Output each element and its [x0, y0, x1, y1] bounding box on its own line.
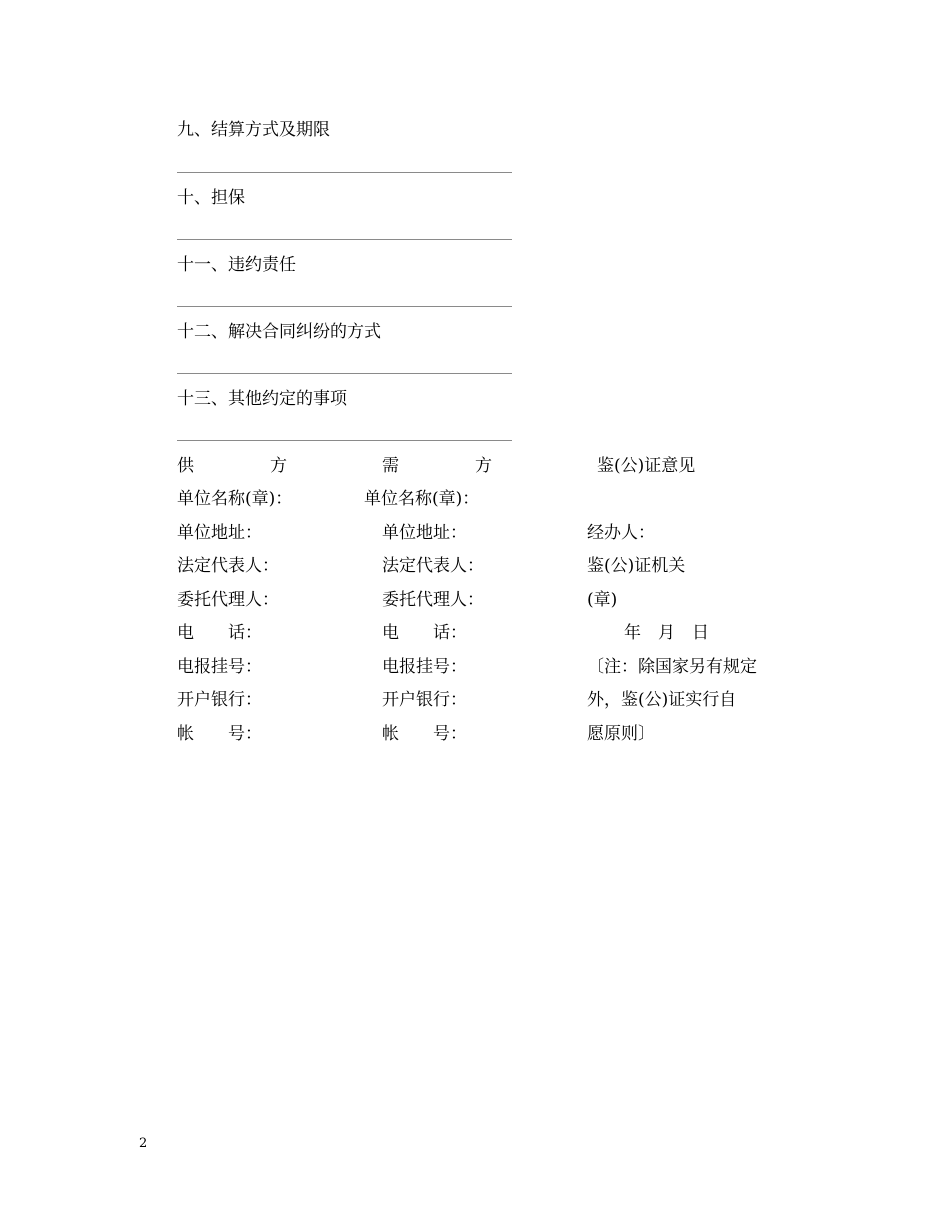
notary-handler-label: 经办人：: [587, 523, 655, 543]
buyer-company-name-label: 单位名称(章)：: [364, 489, 480, 509]
buyer-telegraph-label: 电报挂号：: [382, 657, 467, 677]
buyer-legal-rep-label: 法定代表人：: [382, 556, 484, 576]
buyer-address-label: 单位地址：: [382, 523, 467, 543]
section-heading-guarantee: 十、担保: [177, 188, 245, 208]
supplier-header-char-1: 供: [177, 456, 194, 476]
blank-line-dispute-resolution: [177, 373, 512, 374]
section-heading-other-matters: 十三、其他约定的事项: [177, 389, 347, 409]
buyer-phone-label: 电 话：: [382, 623, 467, 643]
supplier-address-label: 单位地址：: [177, 523, 262, 543]
section-heading-settlement: 九、结算方式及期限: [177, 120, 330, 140]
blank-line-other-matters: [177, 440, 512, 441]
supplier-telegraph-label: 电报挂号：: [177, 657, 262, 677]
section-heading-dispute-resolution: 十二、解决合同纠纷的方式: [177, 322, 381, 342]
notary-note-line-1: 〔注：除国家另有规定: [587, 657, 757, 677]
notary-date-label: 年 月 日: [624, 623, 709, 643]
notary-authority-label: 鉴(公)证机关: [587, 556, 686, 576]
blank-line-breach-liability: [177, 306, 512, 307]
buyer-header-char-1: 需: [382, 456, 399, 476]
supplier-legal-rep-label: 法定代表人：: [177, 556, 279, 576]
blank-line-guarantee: [177, 239, 512, 240]
supplier-agent-label: 委托代理人：: [177, 590, 279, 610]
buyer-account-label: 帐 号：: [382, 724, 467, 744]
notary-seal-label: (章): [587, 590, 618, 610]
notary-note-line-2: 外，鉴(公)证实行自: [587, 690, 737, 710]
page-number: 2: [139, 1136, 148, 1151]
buyer-agent-label: 委托代理人：: [382, 590, 484, 610]
supplier-header-char-2: 方: [270, 456, 287, 476]
buyer-bank-label: 开户银行：: [382, 690, 467, 710]
notary-note-line-3: 愿原则〕: [587, 724, 655, 744]
supplier-account-label: 帐 号：: [177, 724, 262, 744]
notary-opinion-header: 鉴(公)证意见: [597, 456, 696, 476]
supplier-company-name-label: 单位名称(章)：: [177, 489, 293, 509]
supplier-phone-label: 电 话：: [177, 623, 262, 643]
section-heading-breach-liability: 十一、违约责任: [177, 255, 296, 275]
blank-line-settlement: [177, 172, 512, 173]
supplier-bank-label: 开户银行：: [177, 690, 262, 710]
buyer-header-char-2: 方: [475, 456, 492, 476]
